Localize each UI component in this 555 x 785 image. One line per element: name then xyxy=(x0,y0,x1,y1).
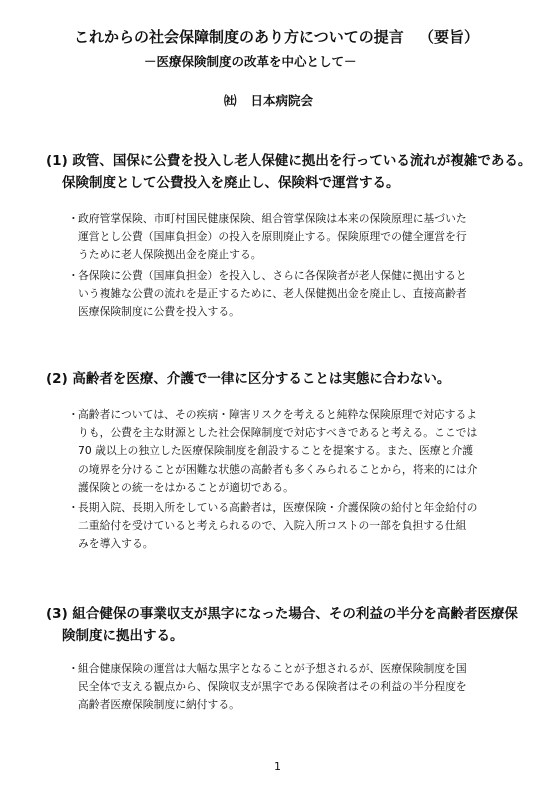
section-3-heading-line-1: (3) 組合健保の事業収支が黒字になった場合、その利益の半分を高齢者医療保 xyxy=(46,606,518,622)
bullet-line: 長期入院、長期入所をしている高齢者は，医療保険・介護保険の給付と年金給付の xyxy=(78,501,478,515)
bullet-mark: ・ xyxy=(68,212,79,225)
bullet-line: 組合健康保険の運営は大幅な黒字となることが予想されるが、医療保険制度を国 xyxy=(78,662,467,675)
title-main: これからの社会保障制度のあり方についての提言 xyxy=(74,28,404,46)
bullet-line: 高齢者については、その疾病・障害リスクを考えると純粋な保険原理で対応するよ xyxy=(78,408,478,421)
list-item xyxy=(68,210,508,265)
bullet-line: りも，公費を主な財源とした社会保障制度で対応すべきであると考える。ここでは xyxy=(78,426,478,440)
list-item xyxy=(68,660,508,715)
section-3-heading-line-2: 険制度に拠出する。 xyxy=(62,628,184,644)
list-item xyxy=(68,499,508,554)
bullet-line: うために老人保険拠出金を廃止する。 xyxy=(78,248,262,262)
list-item xyxy=(68,406,508,497)
bullet-line: 70 歳以上の独立した医療保険制度を創設することを提案する。また、医療と介護 xyxy=(78,444,474,458)
bullet-line: 民全体で支える観点から、保険収支が黒字である保険者はその利益の半分程度を xyxy=(78,680,467,694)
section-2-heading xyxy=(46,368,450,390)
bullet-line: 政府管掌保険、市町村国民健康保険、組合管掌保険は本来の保険原理に基づいた xyxy=(78,212,467,225)
document-subtitle: －医療保険制度の改革を中心として－ xyxy=(144,54,357,69)
bullet-mark: ・ xyxy=(68,501,79,515)
section-1-heading xyxy=(46,150,531,194)
bullet-line: 二重給付を受けていると考えられるので、入院入所コストの一部を負担する仕組 xyxy=(78,519,467,533)
list-item xyxy=(68,267,508,322)
section-1-heading-line-1: (1) 政管、国保に公費を投入し老人保健に拠出を行っている流れが複雑である。 xyxy=(46,153,532,169)
section-3-bullets xyxy=(68,660,508,717)
section-1-bullets xyxy=(68,210,508,323)
bullet-line: みを導入する。 xyxy=(78,537,154,551)
section-2-heading-line-1: (2) 高齢者を医療、介護で一律に区分することは実態に合わない。 xyxy=(46,371,451,387)
section-3-heading xyxy=(46,603,518,647)
organization-name: 日本病院会 xyxy=(250,93,314,108)
bullet-line: 運営とし公費（国庫負担金）の投入を原則廃止する。保険原理での健全運営を行 xyxy=(78,230,467,244)
bullet-line: いう複雑な公費の流れを是正するために、老人保健拠出金を廃止し、直接高齢者 xyxy=(78,286,467,300)
bullet-mark: ・ xyxy=(68,408,79,421)
bullet-line: 各保険に公費（国庫負担金）を投入し、さらに各保険者が老人保健に拠出すると xyxy=(78,268,467,282)
document-title xyxy=(74,26,494,46)
bullet-line: 高齢者医療保険制度に納付する。 xyxy=(78,698,240,712)
bullet-mark: ・ xyxy=(68,662,79,675)
organization-prefix: ㈳ xyxy=(224,93,237,108)
bullet-mark: ・ xyxy=(68,268,79,282)
title-summary-tag: （要旨） xyxy=(419,28,480,46)
bullet-line: 医療保険制度に公費を投入する。 xyxy=(78,305,240,319)
section-2-bullets xyxy=(68,406,508,556)
organization xyxy=(224,91,313,109)
page-number: 1 xyxy=(274,760,281,773)
section-1-heading-line-2: 保険制度として公費投入を廃止し、保険料で運営する。 xyxy=(62,175,400,191)
bullet-line: 護保険との統一をはかることが適切である。 xyxy=(78,480,294,494)
bullet-line: の境界を分けることが困難な状態の高齢者も多くみられることから，将来的には介 xyxy=(78,462,478,476)
